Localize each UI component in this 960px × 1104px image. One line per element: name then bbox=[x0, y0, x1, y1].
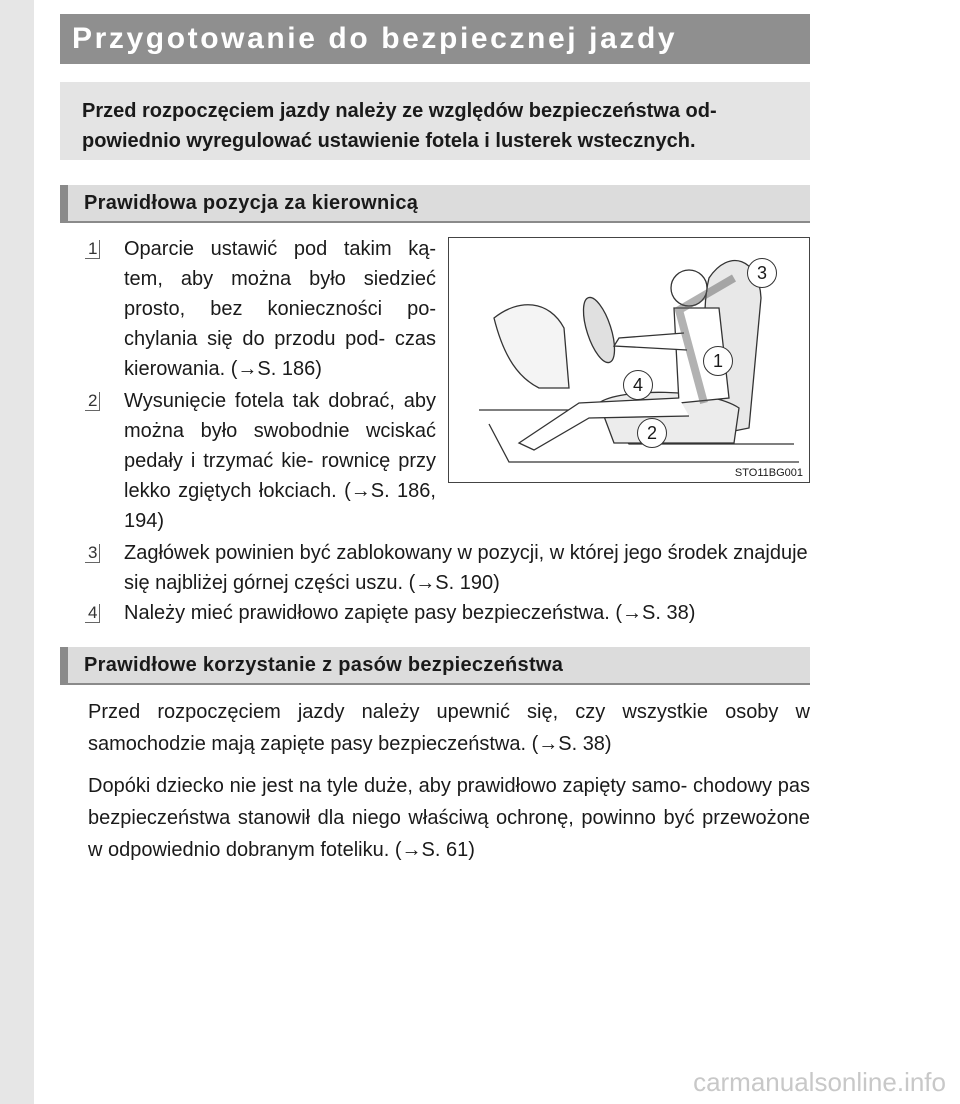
item-number: 3 bbox=[88, 538, 97, 568]
callout-3: 3 bbox=[747, 258, 777, 288]
page-title: Przygotowanie do bezpiecznej jazdy bbox=[72, 22, 678, 55]
item-number: 2 bbox=[88, 386, 97, 416]
item-number: 4 bbox=[88, 598, 97, 628]
section-heading-text: Prawidłowa pozycja za kierownicą bbox=[84, 191, 419, 214]
figure-code: STO11BG001 bbox=[734, 467, 803, 479]
intro-text: Przed rozpoczęciem jazdy należy ze względów bezpieczeństwa od- powiednio wyregulować ustawienie fotela i lusterek wstecznych. bbox=[82, 100, 717, 152]
section-heading-driving-position bbox=[60, 185, 810, 223]
callout-4: 4 bbox=[623, 370, 653, 400]
intro-box bbox=[60, 82, 810, 160]
page-title-bar bbox=[60, 14, 810, 64]
page-margin-strip bbox=[0, 0, 34, 1104]
item-text: Oparcie ustawić pod takim ką- tem, aby można było siedzieć prosto, bez konieczności po- chylania się do przodu pod- czas kierowania. (→S. 186) bbox=[124, 238, 436, 380]
item-number: 1 bbox=[88, 234, 97, 264]
paragraph: Przed rozpoczęciem jazdy należy upewnić się, czy wszystkie osoby w samochodzie mają zapięte pasy bezpieczeństwa. (→S. 38) bbox=[88, 701, 810, 755]
paragraph: Dopóki dziecko nie jest na tyle duże, aby prawidłowo zapięty samo- chodowy pas bezpieczeństwa stanowił dla niego właściwą ochronę, powinno być przewożone w odpowiednio dobranym foteliku. (→S. 61) bbox=[88, 775, 810, 861]
driving-position-illustration bbox=[448, 237, 810, 483]
callout-1: 1 bbox=[703, 346, 733, 376]
item-text: Należy mieć prawidłowo zapięte pasy bezpieczeństwa. (→S. 38) bbox=[124, 602, 696, 624]
section-heading-text: Prawidłowe korzystanie z pasów bezpieczeństwa bbox=[84, 653, 564, 676]
watermark: carmanualsonline.info bbox=[693, 1067, 946, 1097]
section-heading-seatbelt-use bbox=[60, 647, 810, 685]
item-text: Wysunięcie fotela tak dobrać, aby można było swobodnie wciskać pedały i trzymać kie- rownicę przy lekko zgiętych łokciach. (→S. 186, 194) bbox=[124, 390, 436, 532]
item-text: Zagłówek powinien być zablokowany w pozycji, w której jego środek znajduje się najbliżej górnej części uszu. (→S. 190) bbox=[124, 542, 808, 594]
callout-2: 2 bbox=[637, 418, 667, 448]
